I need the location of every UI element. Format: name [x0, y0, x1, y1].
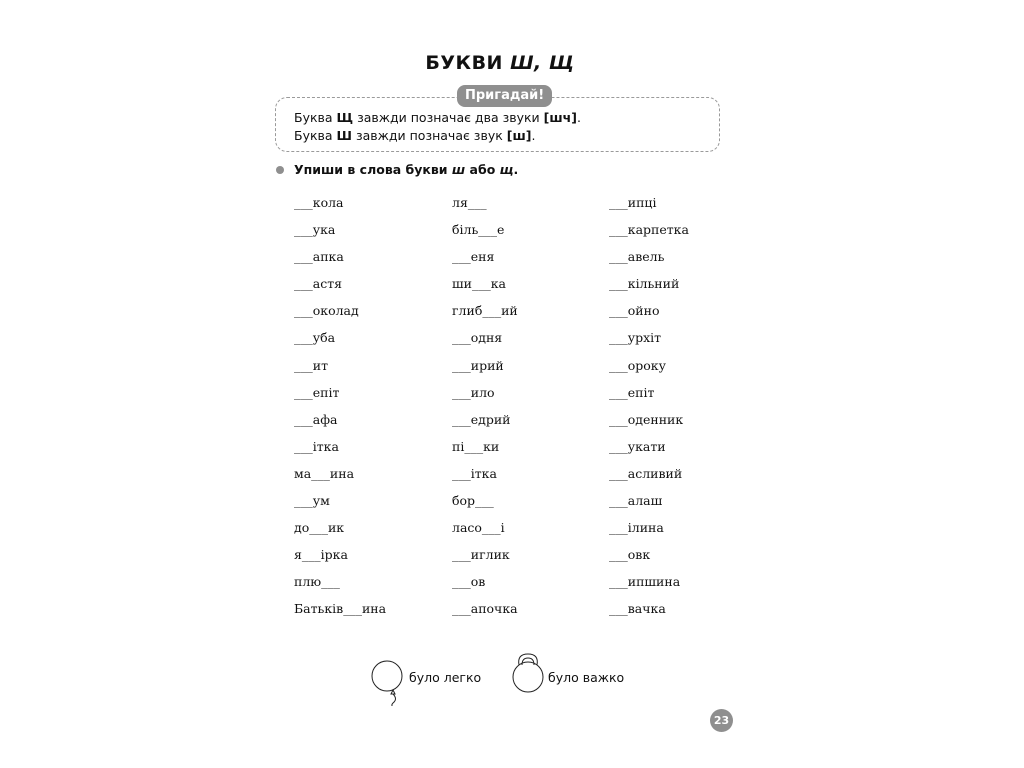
exercise-word[interactable]: ___едрий	[452, 411, 511, 427]
exercise-word[interactable]: плю___	[294, 574, 340, 590]
exercise-word[interactable]: ___ойно	[609, 303, 660, 319]
exercise-word[interactable]: ___апочка	[452, 601, 518, 617]
exercise-word[interactable]: ___афа	[294, 411, 338, 427]
exercise-word[interactable]: ___епіт	[294, 384, 340, 400]
exercise-word[interactable]: біль___е	[452, 222, 505, 238]
task-instruction: Упиши в слова букви ш або щ.	[294, 162, 519, 177]
exercise-word[interactable]: ши___ка	[452, 276, 506, 292]
exercise-word[interactable]: глиб___ий	[452, 303, 518, 319]
rating-easy-label: було легко	[409, 670, 482, 685]
exercise-word[interactable]: ___ит	[294, 357, 328, 373]
exercise-word[interactable]: ___одня	[452, 330, 503, 346]
exercise-word[interactable]: ___оденник	[609, 411, 684, 427]
exercise-word[interactable]: ___ороку	[609, 357, 666, 373]
exercise-word[interactable]: ма___ина	[294, 465, 355, 481]
exercise-word[interactable]: ___ітка	[452, 465, 497, 481]
exercise-word[interactable]: ___вачка	[609, 601, 666, 617]
exercise-word[interactable]: ___авель	[609, 249, 665, 265]
exercise-word[interactable]: ___ілина	[609, 520, 664, 536]
exercise-word[interactable]: до___ик	[294, 520, 345, 536]
balloon-icon	[369, 656, 413, 706]
exercise-word[interactable]: ___апка	[294, 249, 344, 265]
exercise-word[interactable]: ___ум	[294, 493, 330, 509]
exercise-word[interactable]: ___овк	[609, 547, 651, 563]
exercise-word[interactable]: ___ипці	[609, 195, 657, 210]
exercise-word[interactable]: ___ирий	[452, 357, 504, 373]
remember-tag: Пригадай!	[457, 85, 552, 107]
exercise-word[interactable]: ___ило	[452, 384, 495, 400]
word-column-3	[609, 196, 689, 630]
page-title: БУКВИ Ш, Щ	[425, 52, 575, 74]
exercise-word[interactable]: ___укати	[609, 438, 666, 454]
exercise-word[interactable]: ___иглик	[452, 547, 510, 563]
exercise-word[interactable]: ласо___і	[452, 520, 505, 536]
exercise-word[interactable]: ___уба	[294, 330, 336, 346]
rating-hard-label: було важко	[548, 670, 625, 685]
exercise-word[interactable]: ___епіт	[609, 384, 655, 400]
exercise-word[interactable]: ___еня	[452, 249, 495, 265]
exercise-word[interactable]: ___алаш	[609, 493, 663, 509]
rule-line-shch: Буква Щ завжди позначає два звуки [шч].	[294, 110, 581, 125]
exercise-word[interactable]: ля___	[452, 195, 487, 210]
exercise-word[interactable]: ___кола	[294, 195, 344, 210]
exercise-word[interactable]: ___кільний	[609, 276, 680, 292]
bullet-icon	[276, 166, 284, 174]
exercise-word[interactable]: Батьків___ина	[294, 601, 387, 617]
exercise-word[interactable]: ___околад	[294, 303, 359, 319]
exercise-word[interactable]: ___асливий	[609, 465, 683, 481]
word-column-2	[452, 196, 518, 630]
exercise-word[interactable]: ___ітка	[294, 438, 339, 454]
exercise-word[interactable]: ___карпетка	[609, 222, 689, 238]
exercise-word[interactable]: ___ов	[452, 574, 486, 590]
exercise-word[interactable]: ___астя	[294, 276, 343, 292]
word-column-1	[294, 196, 386, 630]
exercise-word[interactable]: ___урхіт	[609, 330, 662, 346]
exercise-word[interactable]: ___ука	[294, 222, 336, 238]
page-number-badge: 23	[710, 709, 733, 732]
exercise-word[interactable]: пі___ки	[452, 438, 500, 454]
rule-line-sh: Буква Ш завжди позначає звук [ш].	[294, 128, 536, 143]
exercise-word[interactable]: бор___	[452, 493, 494, 509]
kettlebell-icon	[510, 652, 546, 696]
exercise-word[interactable]: ___ипшина	[609, 574, 681, 590]
exercise-word[interactable]: я___ірка	[294, 547, 348, 563]
